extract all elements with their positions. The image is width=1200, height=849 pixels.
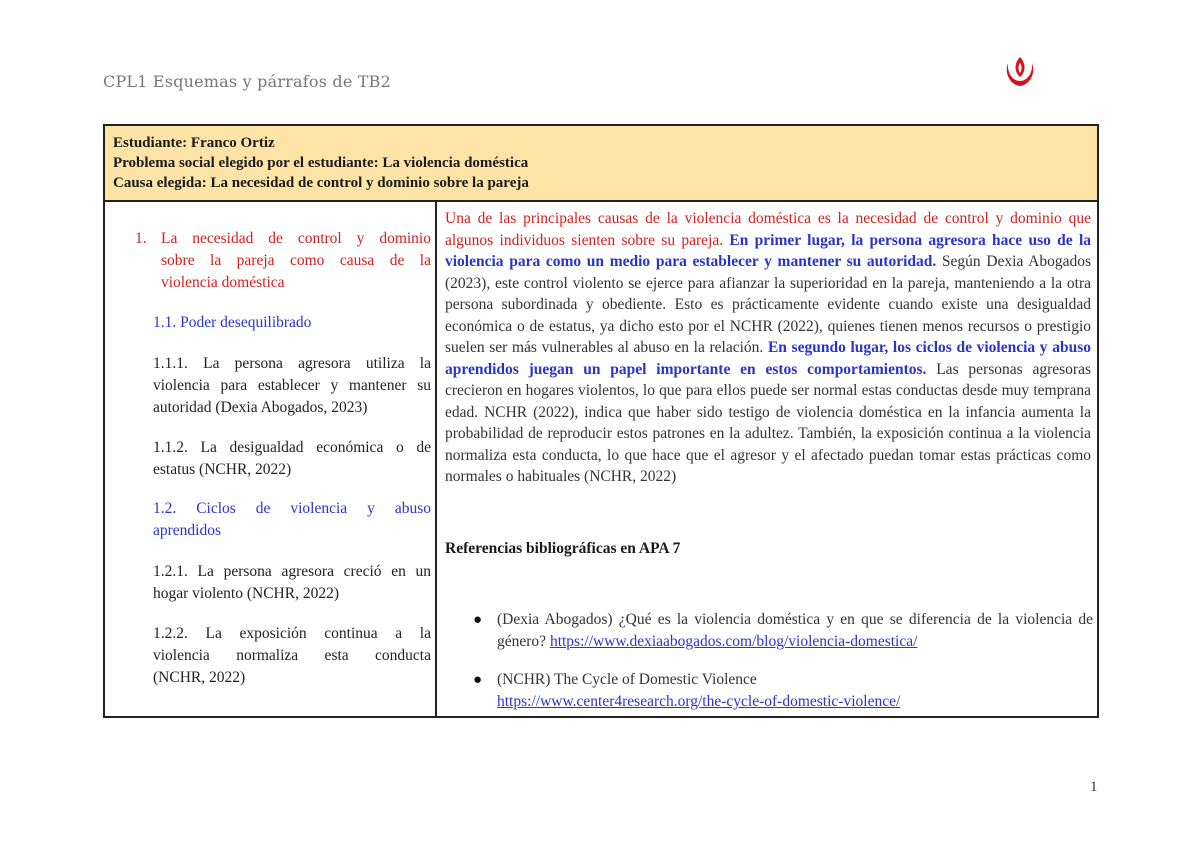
topic-sentence: Una de las principales causas de la violencia doméstica es la necesidad de control y dominio que algunos individuos sienten sobre su pareja. <box>445 210 1091 249</box>
outline-subitem-1-1: 1.1. Poder desequilibrado <box>153 314 312 331</box>
outline-subitem-1-1-2: 1.1.2. La desigualdad económica o de estatus (NCHR, 2022) <box>153 439 431 478</box>
outline-item-1: La necesidad de control y dominio sobre la pareja como causa de la violencia doméstica <box>161 230 431 291</box>
bullet-icon: ● <box>473 672 483 688</box>
bullet-icon: ● <box>473 612 483 628</box>
references-title: Referencias bibliográficas en APA 7 <box>445 540 681 557</box>
student-name: Estudiante: Franco Ortiz <box>113 135 275 151</box>
outline-subitem-1-2: 1.2. Ciclos de violencia y abuso aprendidos <box>153 500 431 539</box>
table-header-row <box>105 126 1097 202</box>
document-table <box>103 124 1099 718</box>
second-idea-support: Las personas agresoras crecieron en hogares violentos, lo que para ellos puede ser normal estas conductas desde muy temprana edad. NCHR (2022), indica que haber sido testigo de violencia doméstica en la infancia aumenta la probabilidad de reproducir estos patrones en la adultez. También, la exposición continua a la violencia normaliza esta conducta, lo que hace que el agresor y el afectado puedan tomar estas prácticas como normales o habituales (NCHR, 2022) <box>445 360 1092 485</box>
argument-paragraph <box>445 208 1091 488</box>
chosen-problem: Problema social elegido por el estudiante: La violencia doméstica <box>113 155 529 171</box>
upc-logo-icon <box>1002 55 1038 89</box>
reference-item <box>473 609 1093 653</box>
first-idea-support: Según Dexia Abogados (2023), este control violento se ejerce para afianzar la superioridad en la pareja, manteniendo a la otra persona subordinada y obediente. Esto es prácticamente evidente cuando existe una desigualdad económica o de estatus, ya dicho esto por el NCHR (2022), quienes tienen menos recursos o prestigio suelen ser más vulnerables al abuso en la relación. <box>445 253 1091 356</box>
reference-link[interactable]: https://www.center4research.org/the-cycle-of-domestic-violence/ <box>497 693 901 710</box>
outline-subitem-1-2-2: 1.2.2. La exposición continua a la violencia normaliza esta conducta (NCHR, 2022) <box>153 625 431 686</box>
page-number: 1 <box>1090 779 1098 795</box>
paragraph-cell <box>437 202 1097 716</box>
reference-link[interactable]: https://www.dexiaabogados.com/blog/violencia-domestica/ <box>549 633 918 650</box>
reference-item <box>473 669 1093 713</box>
chosen-cause: Causa elegida: La necesidad de control y dominio sobre la pareja <box>113 175 529 191</box>
reference-text: (NCHR) The Cycle of Domestic Violence <box>497 671 757 688</box>
reference-text: (Dexia Abogados) ¿Qué es la violencia doméstica y en que se diferencia de la violencia de género? <box>497 611 1093 650</box>
outline-subitem-1-1-1: 1.1.1. La persona agresora utiliza la violencia para establecer y mantener su autoridad (Dexia Abogados, 2023) <box>153 355 431 416</box>
outline-item-number: 1. <box>135 230 147 247</box>
outline-subitem-1-2-1: 1.2.1. La persona agresora creció en un hogar violento (NCHR, 2022) <box>153 563 431 602</box>
document-header-title: CPL1 Esquemas y párrafos de TB2 <box>103 72 392 91</box>
first-idea-sentence: En primer lugar, la persona agresora hace uso de la violencia para como un medio para establecer y mantener su autoridad. <box>445 231 1091 270</box>
outline-cell <box>105 202 437 716</box>
second-idea-sentence: En segundo lugar, los ciclos de violencia y abuso aprendidos juegan un papel importante en estos comportamientos. <box>445 339 1091 378</box>
